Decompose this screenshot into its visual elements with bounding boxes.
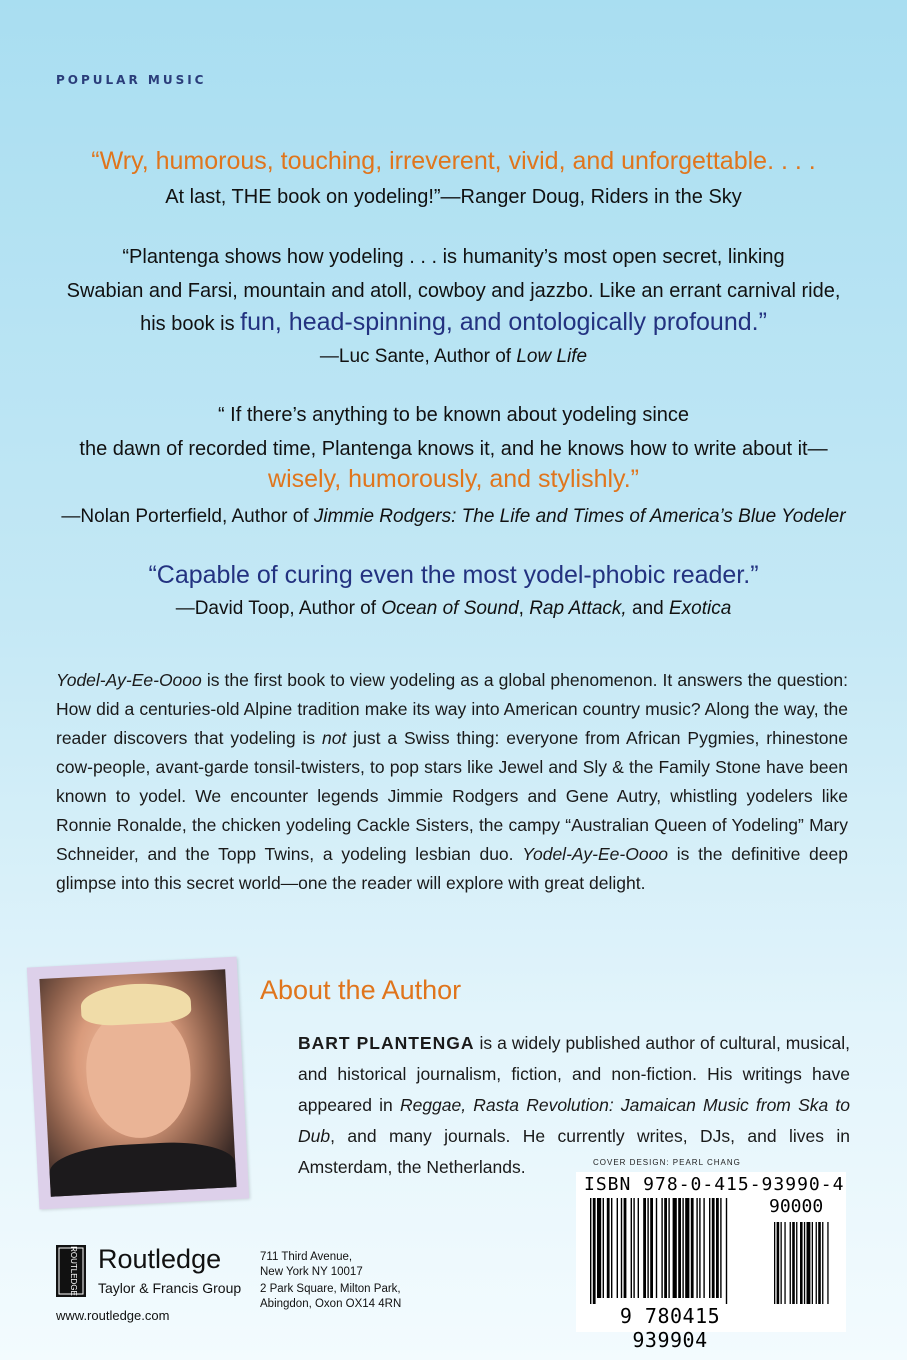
- quote2-line1: “Plantenga shows how yodeling . . . is humanity’s most open secret, linking: [122, 246, 785, 268]
- routledge-logo-icon: [56, 1245, 86, 1297]
- quote2-attr-title: Low Life: [516, 346, 588, 367]
- quote2-line3-pre: his book is: [140, 313, 241, 335]
- publisher-website: www.routledge.com: [56, 1308, 170, 1323]
- author-name: BART PLANTENGA: [298, 1033, 475, 1053]
- isbn-digits: 9 780415 939904: [619, 1304, 721, 1352]
- quote4-line1: “Capable of curing even the most yodel-phobic reader.”: [148, 561, 759, 589]
- quote2-highlight: fun, head-spinning, and ontologically profound.”: [240, 308, 767, 336]
- quote4-attr-sep1: ,: [518, 598, 530, 619]
- quote2-attribution: [0, 346, 907, 368]
- about-book: Reggae, Rasta Revolution: Jamaican Music from Ska to Dub: [298, 1095, 850, 1146]
- category-label: POPULAR MUSIC: [56, 73, 207, 87]
- book-description: [56, 666, 848, 898]
- desc-part1: is the first book to view yodeling as a global phenomenon. It answers the question: How did a centuries-old Alpine tradition make its way into American country music? Along the way, the reader discovers that yodeling is: [56, 670, 848, 748]
- quote3-attr-pre: —Nolan Porterfield, Author of: [61, 506, 314, 527]
- quote4-attr-title3: Exotica: [668, 598, 732, 619]
- about-text1: is a widely published author of cultural, musical, and historical journalism, fiction, and non-fiction. His writings have appeared in: [298, 1033, 850, 1115]
- desc-title2: Yodel-Ay-Ee-Oooo: [522, 844, 669, 864]
- desc-part3: is the definitive deep glimpse into this secret world—one the reader will explore with great delight.: [56, 844, 848, 893]
- isbn-label: ISBN 978-0-415-93990-4: [584, 1174, 845, 1195]
- quote3-highlight: wisely, humorously, and stylishly.”: [268, 465, 639, 493]
- quote3-attr-title: Jimmie Rodgers: The Life and Times of America’s Blue Yodeler: [313, 506, 846, 527]
- quote4-attr-pre: —David Toop, Author of: [175, 598, 382, 619]
- quote4-attr-title2: Rap Attack,: [529, 598, 627, 619]
- author-photo: [39, 969, 236, 1196]
- quote2-line3: [0, 308, 907, 337]
- publisher-group: Taylor & Francis Group: [98, 1280, 242, 1296]
- quote2-line2: Swabian and Farsi, mountain and atoll, cowboy and jazzbo. Like an errant carnival ride,: [66, 280, 841, 302]
- logo-vertical-text: ROUTLEDGE: [69, 1246, 78, 1296]
- quote4-attr-title1: Ocean of Sound: [381, 598, 519, 619]
- quote2-attr-pre: —Luc Sante, Author of: [319, 346, 517, 367]
- address-ny-line1: 711 Third Avenue,: [260, 1251, 353, 1263]
- quote4-attribution: [0, 598, 907, 620]
- quote3-attribution: [0, 506, 907, 528]
- about-author-text: [298, 1028, 850, 1183]
- address-uk-line2: Abingdon, Oxon OX14 4RN: [260, 1298, 402, 1310]
- quote1-line1: “Wry, humorous, touching, irreverent, vivid, and unforgettable. . . .: [91, 147, 816, 175]
- barcode-box: [576, 1172, 846, 1352]
- about-author-heading: About the Author: [260, 975, 462, 1005]
- cover-design-credit: COVER DESIGN: PEARL CHANG: [593, 1158, 741, 1167]
- address-uk-line1: 2 Park Square, Milton Park,: [260, 1283, 401, 1295]
- desc-part2: just a Swiss thing: everyone from African Pygmies, rhinestone cow-people, avant-garde tonsil-twisters, to pop stars like Jewel and Sly & the Family Stone have been known to yodel. We encounter legends Jimmie Rodgers and Gene Autry, whistling yodelers like Ronnie Ronalde, the chicken yodeling Cackle Sisters, the campy “Australian Queen of Yodeling” Mary Schneider, and the Topp Twins, a yodeling lesbian duo.: [56, 728, 848, 864]
- quote3-line2: the dawn of recorded time, Plantenga knows it, and he knows how to write about it—: [79, 438, 828, 460]
- address-ny-line2: New York NY 10017: [260, 1266, 363, 1278]
- quote3-line1: “ If there’s anything to be known about yodeling since: [217, 404, 690, 426]
- author-photo-frame: [27, 957, 249, 1210]
- desc-title1: Yodel-Ay-Ee-Oooo: [56, 670, 202, 690]
- quote4-attr-sep2: and: [626, 598, 669, 619]
- about-text2: , and many journals. He currently writes, DJs, and lives in Amsterdam, the Netherlands.: [298, 1126, 850, 1177]
- desc-not: not: [321, 728, 347, 748]
- price-code: 90000: [769, 1196, 824, 1217]
- publisher-name: Routledge: [98, 1244, 222, 1274]
- quote1-line2: At last, THE book on yodeling!”—Ranger Doug, Riders in the Sky: [165, 186, 742, 208]
